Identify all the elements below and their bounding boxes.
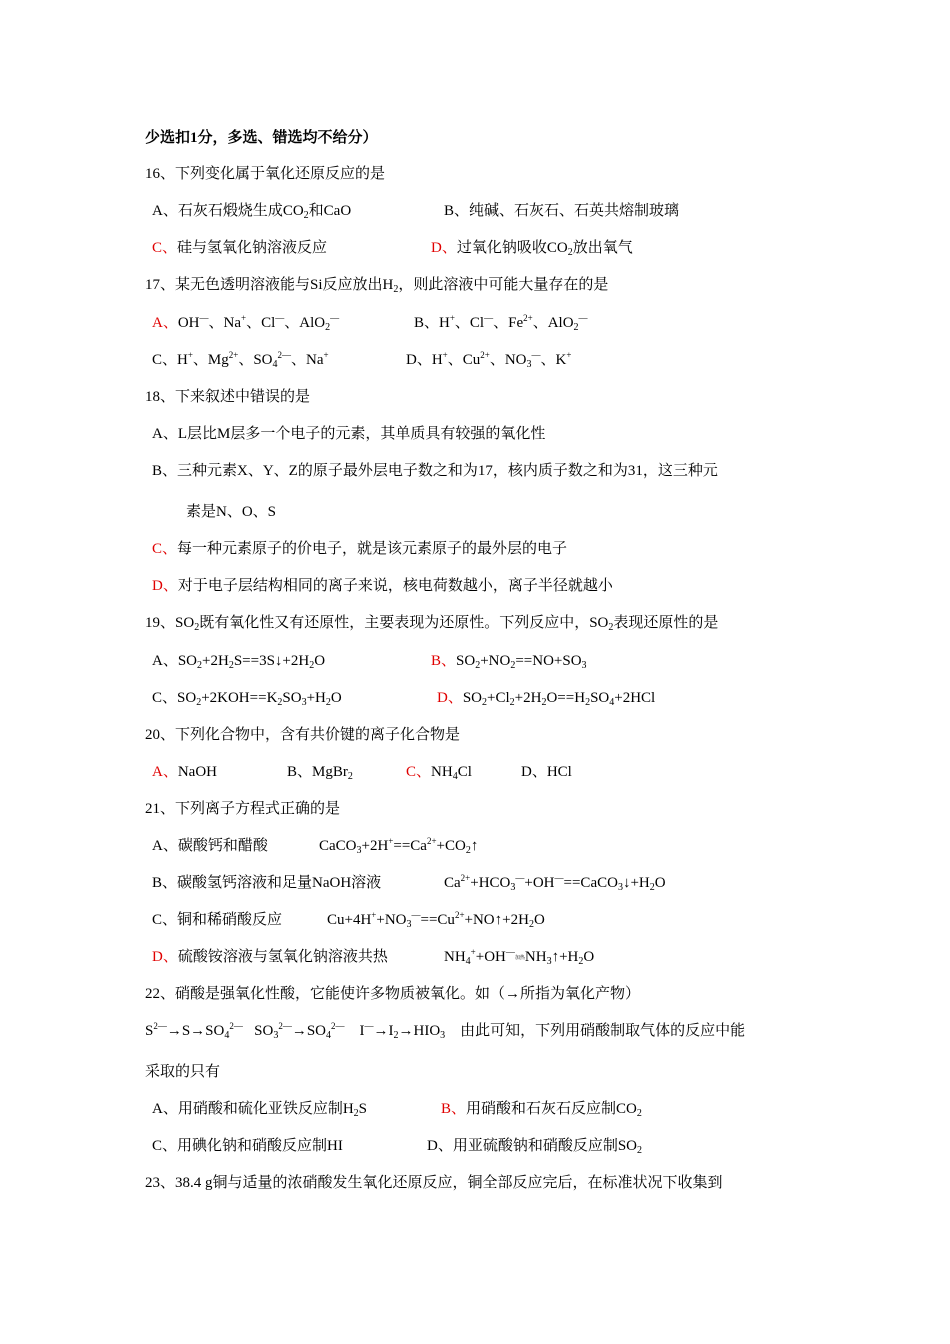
q20-option-d: D、HCl	[521, 764, 572, 780]
q21-option-d: D、硫酸铵溶液与氢氧化钠溶液共热	[152, 949, 388, 965]
q20-option-c: C、$NH_4Cl$	[406, 764, 472, 782]
q16-option-d: D、过氧化钠吸收$CO_2$放出氧气	[431, 240, 633, 258]
q19-option-d: D、$SO_2+Cl_2+2H_2O==H_2SO_4+2HCl$	[437, 690, 656, 708]
q20-option-b: B、MgBr$_2$	[287, 764, 353, 782]
q18-option-a: A、L层比M层多一个电子的元素，其单质具有较强的氧化性	[152, 426, 546, 442]
q21-stem: 21、下列离子方程式正确的是	[145, 801, 341, 817]
q20-option-a: A、NaOH	[152, 764, 217, 780]
q22-option-b: B、用硝酸和石灰石反应制$CO_2$	[441, 1101, 642, 1119]
q16-option-b: B、纯碱、石灰石、石英共熔制玻璃	[444, 203, 680, 219]
q18-option-b-line1: B、三种元素X、Y、Z的原子最外层电子数之和为17，核内质子数之和为31，这三种元	[152, 463, 718, 479]
q19-option-c: C、$SO_2+2KOH==K_2SO_3+H_2O$	[152, 690, 342, 708]
q21-option-d-equation: $NH_4^++OH^—$加热$NH_3↑+H_2O$	[444, 947, 595, 967]
q22-stem-line2: $S^{2—}\to S\to SO_4^{2—}$ $SO_3^{2—}\to SO_4^{2—}$ $I^—\to I_2\to HIO_3$ 由此可知，下列用硝酸制取气体的反应中能	[145, 1021, 746, 1041]
q21-option-c: C、铜和稀硝酸反应	[152, 912, 283, 928]
q20-stem: 20、下列化合物中，含有共价键的离子化合物是	[145, 727, 461, 743]
q17-option-c: C、H+、$Mg^{2+}$、$SO_4^{2—}$、Na+	[152, 350, 329, 370]
q16-stem: 16、下列变化属于氧化还原反应的是	[145, 166, 386, 182]
q18-option-c: C、每一种元素原子的价电子，就是该元素原子的最外层的电子	[152, 541, 568, 557]
q22-stem-line3: 采取的只有	[145, 1064, 221, 1080]
header-note: 少选扣1分，多选、错选均不给分）	[145, 130, 378, 146]
q22-option-d: D、用亚硫酸钠和硝酸反应制$SO_2$	[427, 1138, 643, 1156]
q22-option-a: A、用硝酸和硫化亚铁反应制$H_2S$	[152, 1101, 368, 1119]
q16-option-c: C、硅与氢氧化钠溶液反应	[152, 240, 328, 256]
q18-option-b-line2: 素是N、O、S	[186, 504, 277, 520]
q22-stem-line1: 22、硝酸是强氧化性酸，它能使许多物质被氧化。如（→所指为氧化产物）	[145, 986, 641, 1002]
q19-option-a: A、$SO_2+2H_2S==3S↓+2H_2O$	[152, 653, 326, 671]
q23-stem: 23、38.4 g铜与适量的浓硝酸发生氧化还原反应，铜全部反应完后，在标准状况下收集到	[145, 1175, 723, 1191]
q21-option-b-equation: $Ca^{2+}+HCO_3^—+OH^—==CaCO_3↓+H_2O$	[444, 873, 666, 893]
q18-stem: 18、下来叙述中错误的是	[145, 389, 311, 405]
q16-option-a: A、石灰石煅烧生成$CO_2$和CaO	[152, 203, 352, 221]
q21-option-a: A、碳酸钙和醋酸	[152, 838, 268, 854]
q17-option-b: B、H+、Cl—、$Fe^{2+}$、AlO$_2$—	[414, 313, 588, 333]
q18-option-d: D、对于电子层结构相同的离子来说，核电荷数越小，离子半径就越小	[152, 578, 613, 594]
q17-option-d: D、H+、$Cu^{2+}$、$NO_3^—$、K+	[406, 350, 572, 370]
heating-condition: 加热	[514, 956, 525, 961]
q17-stem: 17、某无色透明溶液能与Si反应放出$H_2$，则此溶液中可能大量存在的是	[145, 277, 609, 295]
q19-stem: 19、$SO_2$既有氧化性又有还原性，主要表现为还原性。下列反应中，$SO_2$表现还原性的是	[145, 615, 719, 633]
q21-option-b: B、碳酸氢钙溶液和足量NaOH溶液	[152, 875, 382, 891]
q21-option-c-equation: $Cu+4H^++NO_3^—==Cu^{2+}+NO↑+2H_2O$	[327, 910, 545, 930]
q21-option-a-equation: $CaCO_3+2H^+==Ca^{2+}+CO_2↑$	[319, 836, 479, 856]
q22-option-c: C、用碘化钠和硝酸反应制HI	[152, 1138, 343, 1154]
q17-option-a: A、OH—、Na+、Cl—、AlO$_2$—	[152, 313, 340, 333]
q19-option-b: B、$SO_2+NO_2==NO+SO_3$	[431, 653, 587, 671]
